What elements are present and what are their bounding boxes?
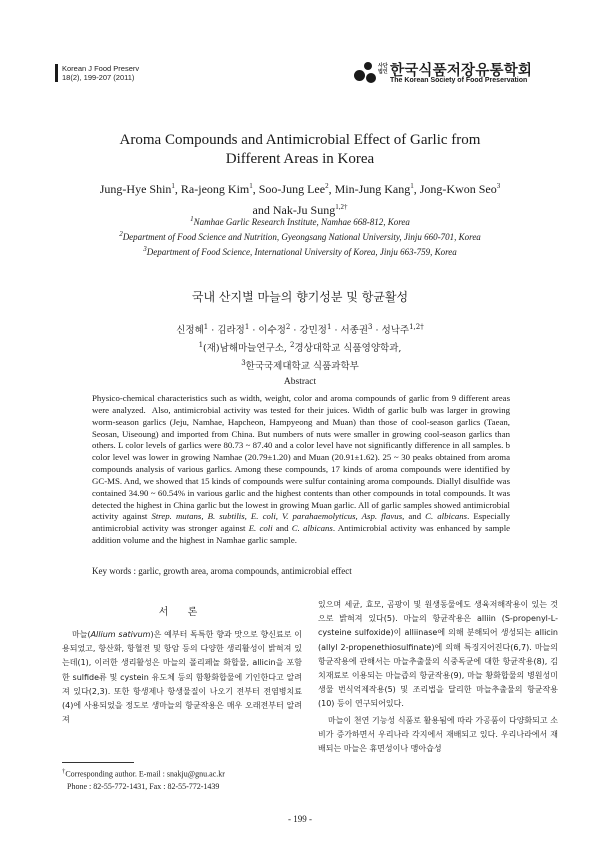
intro-right-column: 있으며 세균, 효모, 곰팡이 및 원생동물에도 생육저해작용이 있는 것으로 밝혀져 있다(5). 마늘의 항균작용은 alliin (S-propenyl-L-cysteine sulfoxide)이 alliinase에 의해 분해되어 생성되는 allicin (allyl 2-propenethiosulfinate)에 의해 특징지어진다(6,7). 마늘의 항균작용에 관해서는 마늘추출물의 식중독균에 대한 항균작용(8), 김치재료로 이용되는 마늘즙의 항균작용(9), 마늘 황화합물의 병원성미생물 번식억제작용(5) 및 조리법을 달리한 마늘추출물의 항균작용(10) 등이 연구되어있다. 마늘이 천연 기능성 식품로 활용됨에 따라 가공품이 다양화되고 소비가 증가하면서 우리나라 각지에서 재배되고 있다. 우리나라에서 재배되는 마늘은 휴면성이나 맹아습성 bbox=[318, 600, 558, 754]
corresponding-email: Corresponding author. E-mail : snakju@gnu.ac.kr bbox=[65, 769, 225, 779]
intro-left-column: 마늘(Allium sativum)은 예부터 독특한 향과 맛으로 향신료로 이용되었고, 항산화, 항혈전 및 항암 등의 다양한 생리활성이 밝혀져 있는데(1), 이러한 생리활성은 마늘의 폴리페놀 화합물, allicin을 포함한 sulfide류 및 cystein 유도체 등의 함황화합물에 기인한다고 알려져 있다(2,3). 또한 항생제나 항생물질이 나오기 전부터 전염병치료(4)에 사용되었을 정도로 생마늘의 항균작용은 매우 오래전부터 알려져 bbox=[62, 630, 302, 725]
society-header bbox=[352, 58, 544, 88]
page-number: - 199 - bbox=[288, 814, 312, 824]
corresponding-phone: Phone : 82-55-772-1431, Fax : 82-55-772-1439 bbox=[67, 781, 220, 791]
paper-title: Aroma Compounds and Antimicrobial Effect of Garlic from Different Areas in Korea bbox=[119, 132, 481, 167]
journal-citation bbox=[55, 64, 139, 82]
society-small-label: 사단법인 bbox=[378, 63, 388, 75]
affiliation-1: $^1$Namhae Garlic Research Institute, Namhae 668-812, Korea bbox=[190, 215, 410, 227]
affiliation-2: $^2$Department of Food Science and Nutrition, Gyeongsang National University, Jinju 660-701, Korea bbox=[119, 230, 481, 242]
abstract-body: Physico-chemical characteristics such as width, weight, color and aroma compounds of garlic from 9 different areas were analyzed. Also, antimicrobial activity was tested for their juices. Width of garlic bulb was larger in growing worm-season garlics (Jeju, Namhae, Hapcheon, Hampyeong and Muan) than those of cool-season garlics (Taean, Seosan, Uiseoung) and imported from China. But numbers of nuts were smaller in growing cool-season garlics than others. L color levels of garlics were 80.73 ~ 87.40 and a color level have not significantly difference in all samples. b color level was lower in growing Namhae (20.79±1.20) and Muan (20.91±1.62). 25 ~ 30 peaks obtained from aroma compounds analysis of various garlics. Among these compounds, 17 kinds of aroma compounds were identified by GC-MS. And, we showed that 15 kinds of compounds were sulfur containing aroma compounds. Diallyl disulfide was contained 34.90 ~ 60.54% in various garlic and the highest contents than other compounds in total compounds. It was detected the highest in China garlic but the lowest in growing Muan garlic. All of garlic samples showed antimicrobial activity against Strep. mutans, B. subtilis, E. coli, V. parahaemolyticus, Asp. flavus, and C. albicans. Especially antimicrobial activity was stronger against E. coli and C. albicans. Antimicrobial activity was enhanced by sample addition volume and the highest in Namhae garlic sample. bbox=[92, 393, 511, 546]
footnote: †Corresponding author. E-mail : snakju@gnu.ac.kr Phone : 82-55-772-1431, Fax : 82-55-772-1439 bbox=[62, 766, 302, 793]
author-list: Jung-Hye Shin$^1$, Ra-jeong Kim$^1$, Soo-Jung Lee$^2$, Min-Jung Kang$^1$, Jong-Kwon Seo$^3$ and Nak-Ju Sung$^{1,2\dagger}$ bbox=[99, 182, 501, 217]
society-name-english: The Korean Society of Food Preservation bbox=[390, 77, 528, 84]
keywords bbox=[92, 566, 510, 576]
abstract-heading: Abstract bbox=[283, 377, 317, 387]
korean-title: 국내 산지별 마늘의 향기성분 및 항균활성 bbox=[191, 290, 409, 304]
keywords-label: Key words : bbox=[92, 566, 136, 576]
affiliations bbox=[60, 213, 540, 258]
section-heading-introduction: 서 론 bbox=[158, 607, 206, 618]
society-logo-icon bbox=[352, 60, 378, 84]
korean-authors: 신정혜$^1$ · 김라정$^1$ · 이수정$^2$ · 강민정$^1$ · 서종권$^3$ · 성낙주$^{1,2\dagger}$ $^1$(재)남해마늘연구소, $^2$경상대학교 식품영양학과, $^3$한국국제대학교 식품과학부 bbox=[176, 323, 424, 373]
affiliation-3: $^3$Department of Food Science, International University of Korea, Jinju 663-759, Korea bbox=[143, 245, 457, 257]
journal-name: Korean J Food Preserv bbox=[62, 64, 140, 73]
footnote-rule bbox=[62, 762, 134, 763]
journal-volume: 18(2), 199-207 (2011) bbox=[62, 73, 135, 82]
keywords-text: garlic, growth area, aroma compounds, antimicrobial effect bbox=[138, 566, 352, 576]
society-name-korean: 한국식품저장유통학회 bbox=[390, 63, 533, 79]
